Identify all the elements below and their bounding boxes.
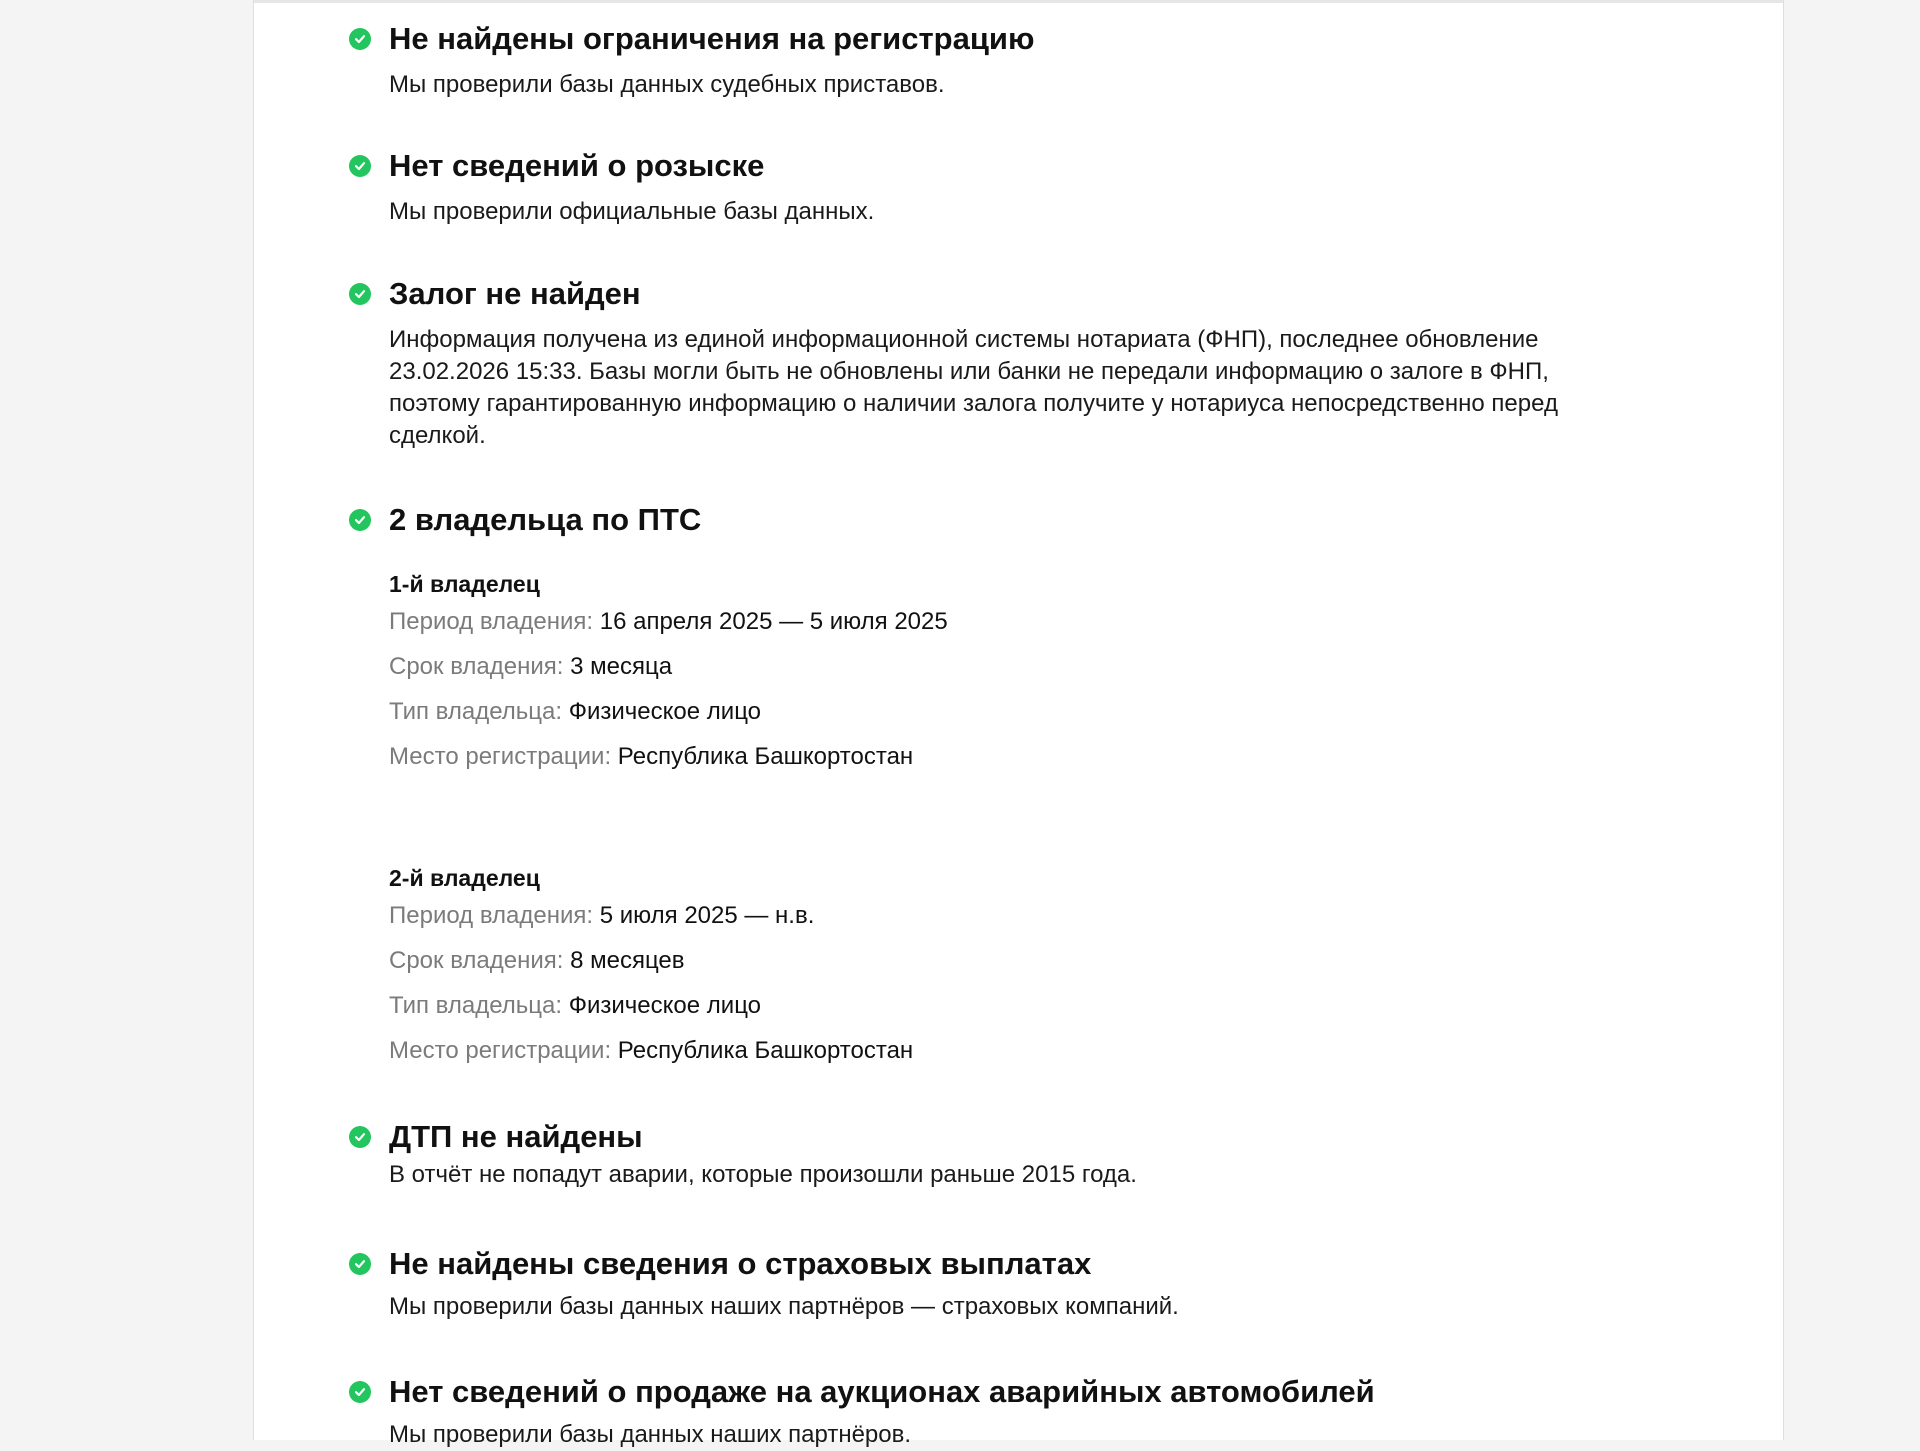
- check-circle-icon: [349, 1126, 371, 1148]
- row-value: 3 месяца: [570, 653, 673, 680]
- check-description: В отчёт не попадут аварии, которые произошли раньше 2015 года.: [389, 1161, 1137, 1188]
- report-page: [253, 0, 1784, 1448]
- check-accidents: [349, 1117, 1669, 1191]
- check-circle-icon: [349, 1381, 371, 1403]
- check-title: Не найдены сведения о страховых выплатах: [389, 1246, 1092, 1281]
- row-label: Место регистрации:: [389, 743, 612, 770]
- owner-duration-row: [389, 652, 1589, 697]
- row-label: Тип владельца:: [389, 992, 563, 1019]
- check-title: Залог не найден: [389, 276, 641, 311]
- row-value: 5 июля 2025 — н.в.: [599, 902, 815, 929]
- owner-block: [389, 863, 1589, 1081]
- row-label: Период владения:: [389, 608, 594, 635]
- check-pledge: [349, 274, 1669, 452]
- check-description: Мы проверили базы данных наших партнёров.: [389, 1421, 912, 1448]
- row-value: 8 месяцев: [570, 947, 685, 974]
- row-value: Республика Башкортостан: [617, 1037, 914, 1064]
- check-title: ДТП не найдены: [389, 1119, 643, 1154]
- row-value: Физическое лицо: [568, 698, 762, 725]
- row-value: 16 апреля 2025 — 5 июля 2025: [599, 608, 948, 635]
- check-description: Мы проверили базы данных судебных приставов.: [389, 71, 945, 98]
- check-insurance-payouts: [349, 1244, 1669, 1323]
- row-value: Физическое лицо: [568, 992, 762, 1019]
- check-circle-icon: [349, 1253, 371, 1275]
- check-description: Информация получена из единой информационной системы нотариата (ФНП), последнее обновление 23.02.2026 15:33. Базы могли быть не обновлены или банки не передали информацию о залоге в ФНП, поэтому гарантированную информацию о наличии залога получите у нотариуса непосредственно перед сделкой.: [389, 326, 1558, 449]
- row-label: Срок владения:: [389, 947, 564, 974]
- owner-period-row: [389, 607, 1589, 652]
- owner-heading: 2-й владелец: [389, 865, 540, 891]
- check-wanted: [349, 146, 1669, 228]
- check-title: Нет сведений о розыске: [389, 148, 765, 183]
- row-value: Республика Башкортостан: [617, 743, 914, 770]
- check-title: 2 владельца по ПТС: [389, 502, 702, 537]
- check-title: Не найдены ограничения на регистрацию: [389, 21, 1035, 56]
- top-divider: [254, 0, 1783, 3]
- check-circle-icon: [349, 28, 371, 50]
- owner-region-row: [389, 742, 1589, 787]
- owner-block: [389, 569, 1589, 787]
- check-description: Мы проверили официальные базы данных.: [389, 198, 875, 225]
- owner-type-row: [389, 991, 1589, 1036]
- check-salvage-auctions: [349, 1372, 1669, 1451]
- check-circle-icon: [349, 509, 371, 531]
- check-circle-icon: [349, 155, 371, 177]
- check-title: Нет сведений о продаже на аукционах аварийных автомобилей: [389, 1374, 1375, 1409]
- check-circle-icon: [349, 283, 371, 305]
- check-registration-restrictions: [349, 19, 1669, 101]
- owner-heading: 1-й владелец: [389, 571, 540, 597]
- check-description: Мы проверили базы данных наших партнёров — страховых компаний.: [389, 1293, 1179, 1320]
- row-label: Тип владельца:: [389, 698, 563, 725]
- owner-type-row: [389, 697, 1589, 742]
- owner-region-row: [389, 1036, 1589, 1081]
- owner-period-row: [389, 901, 1589, 946]
- row-label: Период владения:: [389, 902, 594, 929]
- check-owners: [349, 500, 1669, 540]
- row-label: Место регистрации:: [389, 1037, 612, 1064]
- row-label: Срок владения:: [389, 653, 564, 680]
- owner-duration-row: [389, 946, 1589, 991]
